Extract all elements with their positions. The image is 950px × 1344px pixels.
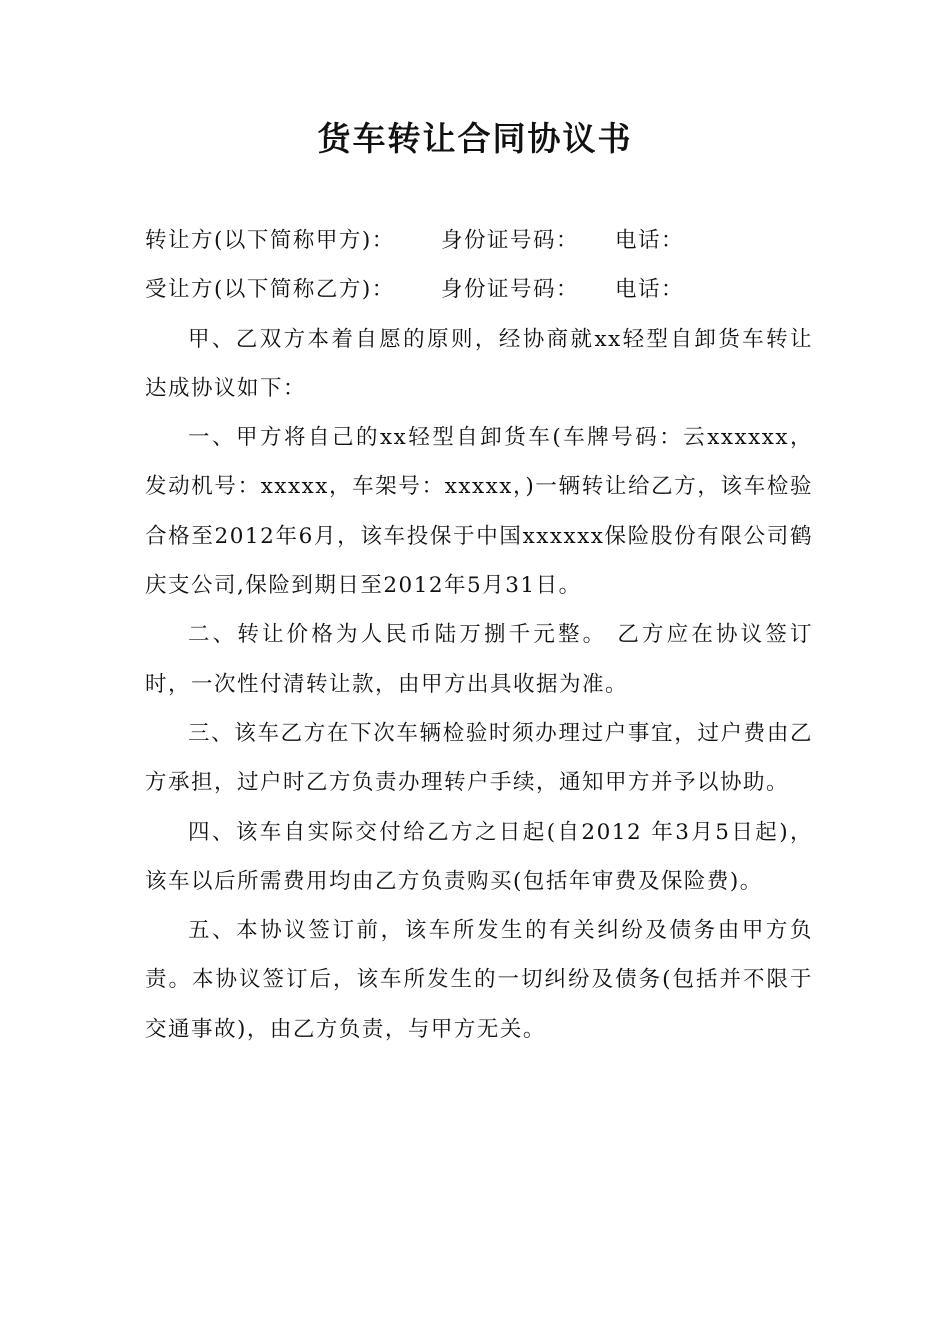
clause-5: 五、本协议签订前，该车所发生的有关纠纷及债务由甲方负责。本协议签订后，该车所发生的一切纠纷及债务(包括并不限于交通事故)，由乙方负责，与甲方无关。 (145, 918, 813, 1042)
document-body (145, 216, 813, 1054)
transferee-phone-label: 电话： (615, 277, 685, 303)
clause-3: 三、该车乙方在下次车辆检验时须办理过户事宜，过户费由乙方承担，过户时乙方负责办理转户手续，通知甲方并予以协助。 (145, 720, 813, 796)
transferor-label: 转让方(以下简称甲方)： (145, 228, 395, 253)
transferee-label: 受让方(以下简称乙方)： (145, 277, 395, 303)
clause-4: 四、该车自实际交付给乙方之日起(自2012 年3月5日起)，该车以后所需费用均由乙方负责购买(包括年审费及保险费)。 (145, 819, 813, 894)
transferor-id-label: 身份证号码： (441, 228, 580, 253)
transferor-line (145, 216, 813, 265)
transferee-id-label: 身份证号码： (441, 277, 580, 303)
clause-2: 二、转让价格为人民币陆万捌千元整。 乙方应在协议签订时，一次性付清转让款，由甲方出具收据为准。 (145, 622, 813, 697)
transferor-phone-label: 电话： (615, 228, 685, 253)
transferee-line (145, 265, 813, 314)
clause-1: 一、甲方将自己的xx轻型自卸货车(车牌号码：云xxxxxx， 发动机号：xxxxx，车架号：xxxxx，)一辆转让给乙方，该车检验合格至2012年6月，该车投保于中国xxxxxx保险股份有限公司鹤庆支公司,保险到期日至2012年5月31日。 (145, 425, 813, 599)
intro-paragraph: 甲、乙双方本着自愿的原则，经协商就xx轻型自卸货车转让达成协议如下： (145, 326, 813, 401)
document-title: 货车转让合同协议书 (317, 119, 633, 158)
